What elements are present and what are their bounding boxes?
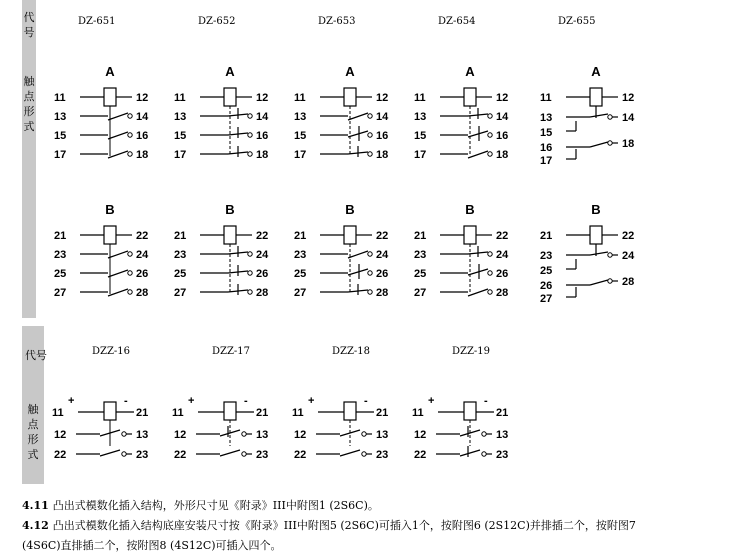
terminal-label: 18: [136, 149, 149, 161]
terminal-label: 22: [54, 449, 67, 461]
contact-terminal: [122, 432, 126, 436]
model-dzz-17: DZZ-17: [212, 346, 251, 357]
contact-blade: [468, 151, 488, 158]
terminal-label: 16: [256, 130, 269, 142]
coil: [464, 402, 476, 420]
coil: [224, 226, 236, 244]
terminal-label: 26: [376, 268, 389, 280]
terminal-label: 17: [174, 149, 187, 161]
terminal-label: 18: [256, 149, 269, 161]
contact-blade: [108, 251, 128, 258]
contact-blade: [590, 142, 608, 147]
contact-blade: [590, 280, 608, 285]
terminal-label: 28: [256, 287, 269, 299]
terminal-label: 23: [414, 249, 427, 261]
model-dzz-16: DZZ-16: [92, 346, 131, 357]
contact-terminal: [248, 290, 252, 294]
terminal-label: 28: [136, 287, 149, 299]
terminal-label: 22: [496, 230, 509, 242]
terminal-label: 24: [136, 249, 149, 261]
terminal-label: 13: [414, 111, 427, 123]
terminal-label: 23: [256, 449, 269, 461]
terminal-label: 13: [294, 111, 307, 123]
terminal-label: 15: [294, 130, 307, 142]
coil: [104, 226, 116, 244]
terminal-label: 12: [414, 429, 427, 441]
terminal-label: 13: [136, 429, 149, 441]
terminal-label: 24: [376, 249, 389, 261]
contact-blade: [348, 131, 368, 137]
terminal-label: 12: [256, 92, 269, 104]
contact-terminal: [242, 452, 246, 456]
terminal-label: 14: [622, 112, 635, 124]
contact-blade: [348, 269, 368, 275]
coil: [590, 226, 602, 244]
contact-terminal: [242, 432, 246, 436]
terminal-label: 17: [294, 149, 307, 161]
terminal-label: 14: [496, 111, 509, 123]
terminal-label: A: [105, 64, 115, 79]
terminal-label: 22: [294, 449, 307, 461]
terminal-label: +: [308, 395, 315, 407]
terminal-label: 15: [540, 127, 553, 139]
coil: [224, 88, 236, 106]
terminal-label: 12: [136, 92, 149, 104]
contact-terminal: [362, 432, 366, 436]
terminal-label: 16: [496, 130, 509, 142]
contact-terminal: [368, 271, 372, 275]
terminal-label: 26: [136, 268, 149, 280]
code-label-bottom: 代号: [25, 349, 47, 362]
terminal-label: 25: [174, 268, 187, 280]
terminal-label: 13: [54, 111, 67, 123]
contact-terminal: [368, 290, 372, 294]
model-dzz-19: DZZ-19: [452, 346, 491, 357]
contact-blade: [348, 251, 368, 258]
terminal-label: 12: [622, 92, 635, 104]
terminal-label: A: [345, 64, 355, 79]
contact-blade: [108, 113, 128, 120]
contact-terminal: [368, 114, 372, 118]
terminal-label: 25: [540, 265, 553, 277]
contact-blade: [108, 270, 128, 277]
contact-terminal: [368, 252, 372, 256]
terminal-label: 22: [136, 230, 149, 242]
terminal-label: 13: [174, 111, 187, 123]
contact-terminal: [362, 452, 366, 456]
terminal-label: B: [591, 202, 601, 217]
contact-type-label-top: 触 点 形 式: [23, 75, 35, 133]
terminal-label: 13: [540, 112, 553, 124]
terminal-label: 12: [54, 429, 67, 441]
contact-terminal: [128, 114, 132, 118]
contact-blade: [468, 269, 488, 275]
contact-terminal: [608, 115, 612, 119]
note-4-11: 4.11 凸出式模数化插入结构，外形尺寸见《附录》III中附图1 (2S6C)。: [22, 499, 379, 512]
contact-blade: [348, 113, 368, 120]
terminal-label: -: [244, 395, 248, 407]
contact-terminal: [608, 141, 612, 145]
coil: [104, 402, 116, 420]
contact-blade: [590, 252, 608, 255]
contact-terminal: [488, 271, 492, 275]
terminal-label: 22: [622, 230, 635, 242]
terminal-label: 21: [414, 230, 427, 242]
terminal-label: -: [124, 395, 128, 407]
terminal-label: 17: [540, 155, 553, 167]
terminal-label: 15: [414, 130, 427, 142]
terminal-label: 27: [414, 287, 427, 299]
terminal-label: 23: [540, 250, 553, 262]
terminal-label: 11: [172, 407, 184, 419]
contact-terminal: [488, 290, 492, 294]
contact-blade: [590, 114, 608, 117]
terminal-label: 24: [496, 249, 509, 261]
terminal-label: 11: [292, 407, 304, 419]
terminal-label: +: [188, 395, 195, 407]
terminal-label: 26: [540, 280, 553, 292]
terminal-label: 23: [294, 249, 307, 261]
terminal-label: 11: [414, 92, 426, 104]
contact-terminal: [488, 114, 492, 118]
terminal-label: B: [345, 202, 355, 217]
terminal-label: 21: [174, 230, 187, 242]
contact-terminal: [248, 271, 252, 275]
terminal-label: 11: [54, 92, 66, 104]
model-dz-655: DZ-655: [558, 16, 596, 27]
contact-blade: [340, 450, 360, 456]
terminal-label: 14: [256, 111, 269, 123]
model-dz-651: DZ-651: [78, 16, 116, 27]
contact-blade: [108, 132, 128, 139]
terminal-label: 11: [52, 407, 64, 419]
contact-blade: [460, 450, 480, 456]
contact-terminal: [128, 252, 132, 256]
terminal-label: 21: [540, 230, 553, 242]
contact-terminal: [128, 271, 132, 275]
terminal-label: 24: [256, 249, 269, 261]
coil: [590, 88, 602, 106]
contact-type-label-bottom: 触 点 形 式: [27, 403, 39, 461]
contact-terminal: [128, 152, 132, 156]
terminal-label: 21: [376, 407, 389, 419]
terminal-label: 16: [540, 142, 553, 154]
terminal-label: 26: [496, 268, 509, 280]
terminal-label: 23: [136, 449, 149, 461]
terminal-label: 27: [540, 293, 553, 305]
terminal-label: 12: [174, 429, 187, 441]
contact-terminal: [128, 133, 132, 137]
terminal-label: 16: [136, 130, 149, 142]
contact-terminal: [488, 252, 492, 256]
coil: [224, 402, 236, 420]
terminal-label: 22: [376, 230, 389, 242]
contact-terminal: [608, 253, 612, 257]
terminal-label: 22: [174, 449, 187, 461]
terminal-label: 12: [294, 429, 307, 441]
terminal-label: -: [484, 395, 488, 407]
contact-terminal: [488, 152, 492, 156]
terminal-label: 21: [294, 230, 307, 242]
terminal-label: 21: [136, 407, 149, 419]
coil: [344, 226, 356, 244]
coil: [464, 226, 476, 244]
terminal-label: 23: [54, 249, 67, 261]
terminal-label: 28: [376, 287, 389, 299]
model-dzz-18: DZZ-18: [332, 346, 371, 357]
contact-terminal: [248, 114, 252, 118]
contact-blade: [100, 450, 120, 456]
terminal-label: A: [591, 64, 601, 79]
contact-terminal: [248, 133, 252, 137]
terminal-label: 11: [540, 92, 552, 104]
terminal-label: 22: [256, 230, 269, 242]
coil: [344, 402, 356, 420]
terminal-label: 11: [412, 407, 424, 419]
terminal-label: 23: [174, 249, 187, 261]
contact-blade: [108, 289, 128, 296]
contact-terminal: [488, 133, 492, 137]
terminal-label: 12: [496, 92, 509, 104]
coil: [104, 88, 116, 106]
terminal-label: 17: [414, 149, 427, 161]
terminal-label: B: [465, 202, 475, 217]
terminal-label: +: [428, 395, 435, 407]
terminal-label: 21: [256, 407, 269, 419]
terminal-label: 22: [414, 449, 427, 461]
terminal-label: 13: [496, 429, 509, 441]
contact-blade: [468, 289, 488, 296]
terminal-label: 16: [376, 130, 389, 142]
terminal-label: 15: [54, 130, 67, 142]
contact-terminal: [608, 279, 612, 283]
terminal-label: 12: [376, 92, 389, 104]
terminal-label: 23: [376, 449, 389, 461]
terminal-label: 11: [294, 92, 306, 104]
terminal-label: 11: [174, 92, 186, 104]
terminal-label: 28: [622, 276, 635, 288]
terminal-label: 18: [496, 149, 509, 161]
terminal-label: 21: [54, 230, 67, 242]
terminal-label: 27: [174, 287, 187, 299]
note-4-12: 4.12 凸出式模数化插入结构底座安装尺寸按《附录》III中附图5 (2S6C)可插入1个，按附图6 (2S12C)并排插二个，按附图7: [22, 519, 636, 532]
terminal-label: 21: [496, 407, 509, 419]
contact-terminal: [248, 252, 252, 256]
coil: [344, 88, 356, 106]
terminal-label: 27: [294, 287, 307, 299]
model-dz-653: DZ-653: [318, 16, 356, 27]
contact-terminal: [368, 152, 372, 156]
terminal-label: 13: [376, 429, 389, 441]
terminal-label: 25: [54, 268, 67, 280]
model-dz-654: DZ-654: [438, 16, 476, 27]
terminal-label: B: [105, 202, 115, 217]
contact-terminal: [248, 152, 252, 156]
terminal-label: 17: [54, 149, 67, 161]
terminal-label: 26: [256, 268, 269, 280]
terminal-label: B: [225, 202, 235, 217]
terminal-label: +: [68, 395, 75, 407]
terminal-label: 23: [496, 449, 509, 461]
contact-terminal: [482, 432, 486, 436]
terminal-label: 25: [414, 268, 427, 280]
contact-terminal: [368, 133, 372, 137]
terminal-label: 18: [622, 138, 635, 150]
contact-blade: [468, 131, 488, 137]
terminal-label: 18: [376, 149, 389, 161]
contact-terminal: [482, 452, 486, 456]
contact-blade: [108, 151, 128, 158]
terminal-label: 28: [496, 287, 509, 299]
code-label-top: 代号: [23, 11, 35, 39]
terminal-label: 24: [622, 250, 635, 262]
contact-terminal: [128, 290, 132, 294]
terminal-label: 14: [136, 111, 149, 123]
terminal-label: A: [465, 64, 475, 79]
contact-terminal: [122, 452, 126, 456]
terminal-label: A: [225, 64, 235, 79]
terminal-label: 14: [376, 111, 389, 123]
terminal-label: 27: [54, 287, 67, 299]
contact-blade: [220, 450, 240, 456]
terminal-label: 25: [294, 268, 307, 280]
model-dz-652: DZ-652: [198, 16, 236, 27]
coil: [464, 88, 476, 106]
terminal-label: 15: [174, 130, 187, 142]
terminal-label: 13: [256, 429, 269, 441]
note-4-12-cont: (4S6C)直排插二个，按附图8 (4S12C)可插入四个。: [22, 539, 282, 552]
terminal-label: -: [364, 395, 368, 407]
